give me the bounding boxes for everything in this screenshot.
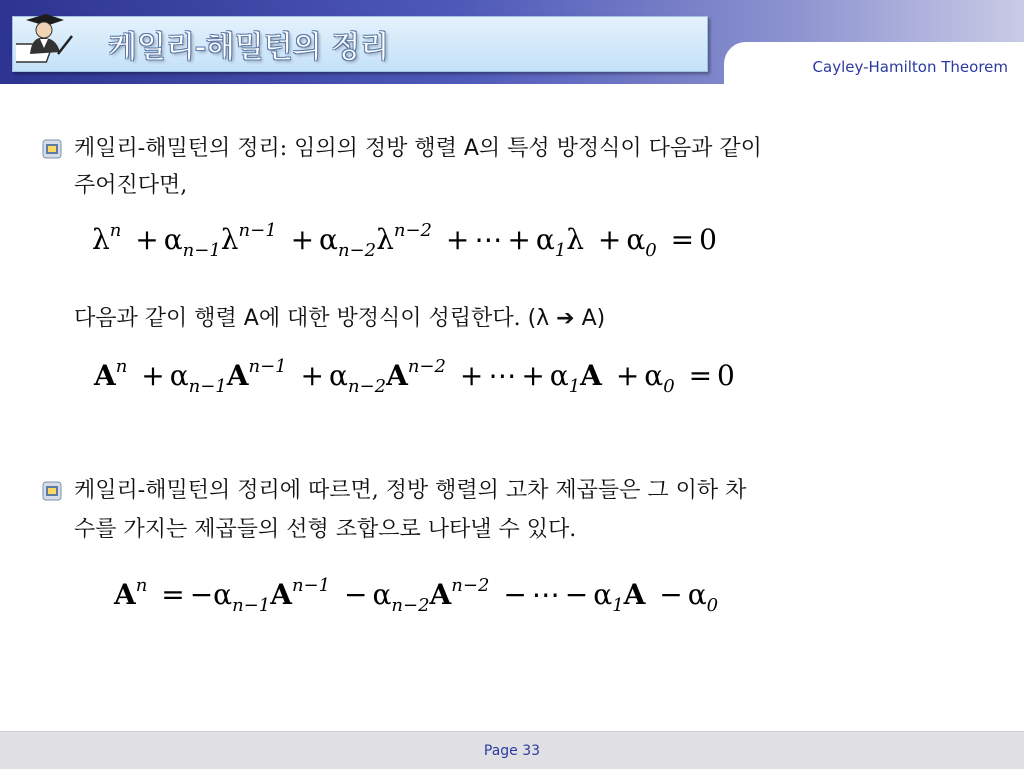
eq2-sub-0: 0 (663, 376, 675, 397)
eq1-equals: = (670, 223, 695, 256)
eq2-plus: + (459, 359, 484, 392)
eq2-exp-n: n (115, 356, 128, 377)
eq1-plus: + (507, 223, 531, 256)
eq1-plus: + (445, 223, 470, 256)
eq1-lambda: λ (376, 223, 394, 256)
eq3-sub-0: 0 (706, 595, 719, 616)
middle-text-c: 에 대한 방정식이 성립한다. (258, 306, 528, 331)
eq3-minus: − (503, 578, 527, 611)
eq1-dots: ⋯ (474, 223, 503, 256)
middle-text-a: 다음과 같이 행렬 (74, 306, 244, 331)
eq2-equals: = (688, 359, 713, 392)
power-reduction-equation (114, 575, 718, 616)
page-number: Page 33 (483, 743, 541, 759)
eq3-matrix-a: A (270, 578, 292, 611)
eq3-alpha: α (593, 578, 613, 611)
eq1-exp-n-1: n−1 (238, 220, 277, 241)
eq1-lambda: λ (220, 223, 239, 256)
eq1-sub-n-2: n−2 (337, 240, 377, 261)
bullet-1-text-a: 케일리-해밀턴의 정리: 임의의 정방 행렬 (74, 136, 464, 161)
page-subtitle: Cayley-Hamilton Theorem (812, 58, 1008, 76)
bullet-2-line-1: 케일리-해밀턴의 정리에 따르면, 정방 행렬의 고차 제곱들은 그 이하 차 (74, 478, 747, 503)
eq2-dots: ⋯ (488, 359, 517, 392)
eq1-exp-n: n (109, 220, 122, 241)
eq3-minus: − (189, 578, 214, 611)
eq2-plus: + (141, 359, 165, 392)
header-bar (0, 0, 1024, 84)
eq1-plus: + (135, 223, 159, 256)
eq2-matrix-a: A (94, 359, 116, 392)
eq3-matrix-a: A (114, 578, 136, 611)
eq3-sub-n-1: n−1 (232, 595, 271, 616)
eq2-matrix-a: A (226, 359, 249, 392)
scholar-writing-icon (16, 8, 76, 66)
eq2-plus: + (521, 359, 545, 392)
eq2-alpha: α (549, 359, 569, 392)
eq2-exp-n-2: n−2 (407, 356, 446, 377)
eq1-alpha: α (626, 223, 646, 256)
eq3-sub-1: 1 (612, 595, 624, 616)
matrix-a-label: A (243, 306, 259, 331)
eq2-sub-1: 1 (568, 376, 581, 397)
eq3-matrix-a: A (429, 578, 452, 611)
eq3-minus: − (344, 578, 368, 611)
eq2-matrix-a: A (580, 359, 602, 392)
eq2-sub-n-2: n−2 (347, 376, 387, 397)
eq2-sub-n-1: n−1 (188, 376, 227, 397)
eq1-plus: + (597, 223, 622, 256)
eq3-minus: − (564, 578, 589, 611)
bullet-2-line-2: 수를 가지는 제곱들의 선형 조합으로 나타낼 수 있다. (74, 517, 577, 542)
eq3-alpha: α (372, 578, 392, 611)
eq1-lambda: λ (92, 223, 110, 256)
eq3-dots: ⋯ (531, 578, 560, 611)
lambda-to-a-note: (λ ➔ A) (527, 306, 606, 331)
eq2-exp-n-1: n−1 (248, 356, 287, 377)
matrix-equation-intro (74, 302, 605, 336)
eq1-lambda: λ (566, 223, 584, 256)
matrix-equation (94, 356, 735, 397)
eq2-zero: 0 (717, 359, 735, 392)
eq1-alpha: α (163, 223, 183, 256)
bullet-1-line-2: 주어진다면, (74, 173, 188, 198)
page-title: 케일리-해밀턴의 정리 (108, 30, 390, 65)
eq3-exp-n-1: n−1 (291, 575, 331, 596)
footer-bar (0, 731, 1024, 769)
eq2-matrix-a: A (386, 359, 408, 392)
eq2-alpha: α (644, 359, 664, 392)
eq1-sub-1: 1 (554, 240, 567, 261)
bullet-icon (42, 139, 62, 159)
bullet-1-text-c: 의 특성 방정식이 다음과 같이 (478, 136, 762, 161)
eq3-alpha: α (213, 578, 233, 611)
eq3-minus: − (659, 578, 683, 611)
eq3-exp-n: n (135, 575, 148, 596)
eq2-alpha: α (169, 359, 189, 392)
eq3-matrix-a: A (623, 578, 646, 611)
eq2-plus: + (615, 359, 640, 392)
eq1-sub-n-1: n−1 (182, 240, 221, 261)
eq3-alpha: α (687, 578, 707, 611)
eq1-sub-0: 0 (645, 240, 657, 261)
eq1-zero: 0 (699, 223, 717, 256)
eq1-alpha: α (535, 223, 555, 256)
eq3-sub-n-2: n−2 (391, 595, 430, 616)
characteristic-equation (92, 220, 717, 261)
eq2-plus: + (300, 359, 325, 392)
eq1-plus: + (290, 223, 315, 256)
bullet-icon (42, 481, 62, 501)
eq1-alpha: α (319, 223, 338, 256)
matrix-a-label: A (463, 136, 479, 161)
eq3-equals: = (161, 578, 185, 611)
eq3-exp-n-2: n−2 (451, 575, 490, 596)
eq2-alpha: α (329, 359, 348, 392)
eq1-exp-n-2: n−2 (393, 220, 432, 241)
bullet-1-line-1 (74, 132, 762, 166)
